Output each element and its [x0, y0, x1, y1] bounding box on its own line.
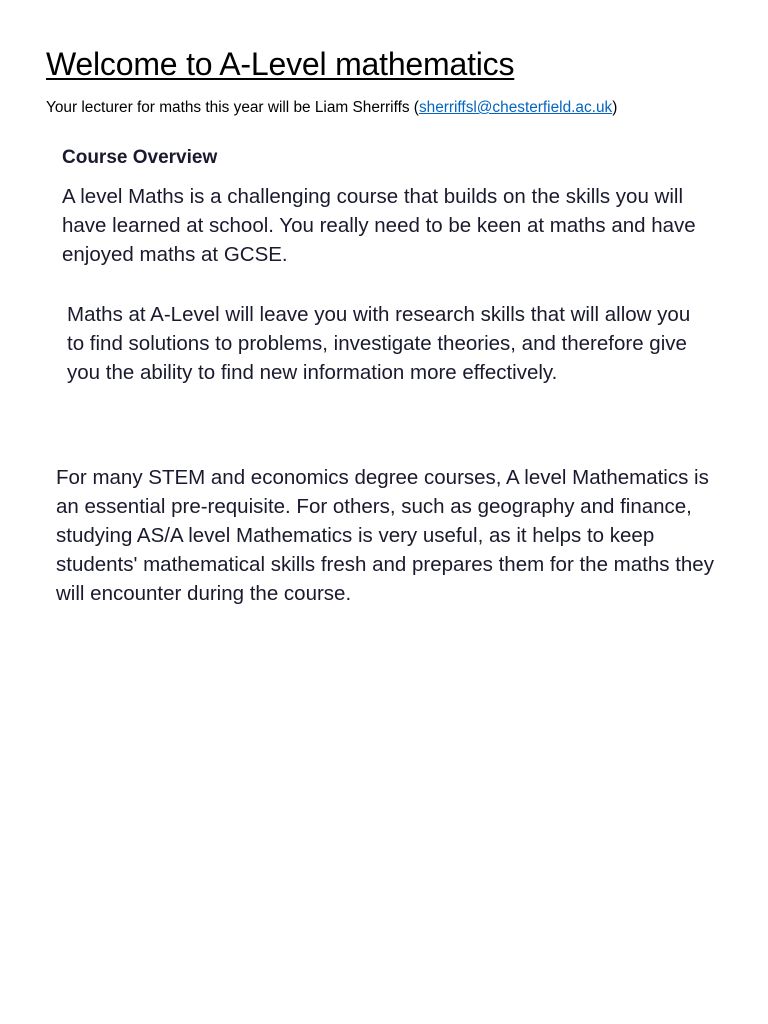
lecturer-outro-text: ) [612, 99, 618, 116]
overview-paragraph-3: For many STEM and economics degree courses, A level Mathematics is an essential pre-requisite. For others, such as geography and finance, studying AS/A level Mathematics is very useful, as it helps to keep students' mathematical skills fresh and prepares them for the maths they will encounter during the course. [56, 466, 714, 605]
lecturer-line [46, 97, 617, 119]
lecturer-intro-text: Your lecturer for maths this year will be Liam Sherriffs ( [46, 99, 419, 116]
lecturer-email-link[interactable]: sherriffsl@chesterfield.ac.uk [418, 99, 613, 116]
course-overview-heading: Course Overview [62, 147, 218, 168]
page-title: Welcome to A-Level mathematics [46, 46, 515, 82]
overview-paragraph-1: A level Maths is a challenging course that builds on the skills you will have learned at school. You really need to be keen at maths and have enjoyed maths at GCSE. [62, 185, 696, 266]
overview-paragraph-2: Maths at A-Level will leave you with research skills that will allow you to find solutions to problems, investigate theories, and therefore give you the ability to find new information more effectively. [67, 303, 691, 384]
